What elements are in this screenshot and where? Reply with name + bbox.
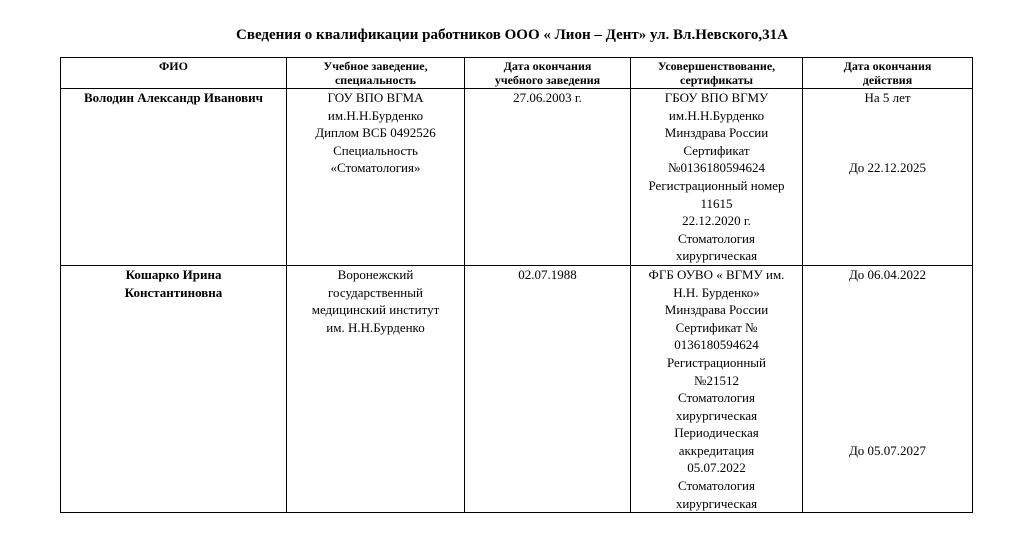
header-grad-date	[465, 58, 631, 89]
education-line: медицинский институт	[311, 302, 440, 318]
certificate-line: №21512	[694, 372, 739, 388]
education-line: Воронежский	[337, 266, 414, 282]
table-header-row	[61, 58, 973, 89]
certificate-line: хирургическая	[675, 495, 758, 511]
header-education-line: Учебное заведение,	[323, 59, 428, 73]
header-grad-date-line: учебного заведения	[494, 73, 601, 87]
education-line: им.Н.Н.Бурденко	[327, 107, 424, 123]
table-row	[61, 265, 973, 512]
certificate-line: Стоматология	[678, 230, 755, 246]
certificate-line: хирургическая	[675, 407, 758, 423]
grad-date-value: 02.07.1988	[518, 266, 577, 282]
validity-line: До 22.12.2025	[848, 160, 927, 176]
spacer	[806, 336, 969, 354]
header-fio-line: ФИО	[159, 59, 188, 73]
spacer	[806, 407, 969, 425]
employee-name-cell	[61, 265, 287, 512]
certificate-line: Н.Н. Бурденко»	[673, 284, 760, 300]
certificates-cell	[631, 89, 803, 266]
education-line: Диплом ВСБ 0492526	[315, 125, 436, 141]
employee-name-line: Кошарко Ирина	[125, 266, 222, 282]
spacer	[806, 124, 969, 142]
validity-cell	[803, 89, 973, 266]
employee-name-line: Володин Александр Иванович	[84, 90, 263, 105]
header-validity-line: Дата окончания	[843, 59, 932, 73]
certificate-line: Регистрационный номер	[648, 177, 785, 193]
education-cell	[287, 265, 465, 512]
certificate-line: им.Н.Н.Бурденко	[668, 107, 765, 123]
education-cell	[287, 89, 465, 266]
validity-line: На 5 лет	[864, 90, 911, 105]
certificate-line: ФГБ ОУВО « ВГМУ им.	[648, 266, 785, 282]
spacer	[806, 319, 969, 337]
certificates-cell	[631, 265, 803, 512]
certificate-line: Сертификат №	[675, 319, 758, 335]
spacer	[806, 389, 969, 407]
spacer	[806, 107, 969, 125]
header-certificates-line: Усовершенствование,	[657, 59, 776, 73]
header-education	[287, 58, 465, 89]
spacer	[806, 424, 969, 442]
header-certificates-line: сертификаты	[679, 73, 754, 87]
validity-cell	[803, 265, 973, 512]
certificate-line: 11615	[700, 195, 733, 211]
header-grad-date-line: Дата окончания	[503, 59, 592, 73]
education-line: Специальность	[333, 142, 418, 158]
certificate-line: 0136180594624	[674, 337, 759, 353]
education-line: ГОУ ВПО ВГМА	[327, 90, 424, 105]
header-education-line: специальность	[334, 73, 417, 87]
certificate-line: Сертификат	[683, 142, 750, 158]
spacer	[806, 301, 969, 319]
grad-date-cell	[465, 265, 631, 512]
certificate-line: Периодическая	[674, 425, 759, 441]
certificate-line: №0136180594624	[668, 160, 765, 176]
certificate-line: Минздрава России	[664, 125, 769, 141]
certificate-line: Стоматология	[678, 478, 755, 494]
education-line: «Стоматология»	[330, 160, 421, 176]
certificate-line: хирургическая	[675, 248, 758, 264]
header-fio	[61, 58, 287, 89]
certificate-line: ГБОУ ВПО ВГМУ	[664, 90, 769, 105]
certificate-line: 05.07.2022	[687, 460, 746, 476]
certificate-line: аккредитация	[678, 442, 755, 458]
document-title: Сведения о квалификации работников ООО « Лион – Дент» ул. Вл.Невского,31А	[236, 27, 788, 43]
validity-line: До 06.04.2022	[848, 266, 927, 282]
certificate-line: 22.12.2020 г.	[682, 213, 751, 229]
education-line: им. Н.Н.Бурденко	[326, 319, 425, 335]
table-row	[61, 89, 973, 266]
grad-date-value: 27.06.2003 г.	[513, 90, 582, 105]
spacer	[806, 372, 969, 390]
grad-date-cell	[465, 89, 631, 266]
qualification-table	[60, 57, 973, 513]
employee-name-cell	[61, 89, 287, 266]
header-certificates	[631, 58, 803, 89]
certificate-line: Регистрационный	[666, 354, 767, 370]
header-validity-line: действия	[862, 73, 913, 87]
spacer	[806, 142, 969, 160]
validity-line: До 05.07.2027	[848, 442, 927, 458]
spacer	[806, 284, 969, 302]
employee-name-line: Константиновна	[124, 284, 223, 300]
header-validity	[803, 58, 973, 89]
certificate-line: Минздрава России	[664, 302, 769, 318]
certificate-line: Стоматология	[678, 390, 755, 406]
education-line: государственный	[328, 284, 423, 300]
spacer	[806, 354, 969, 372]
